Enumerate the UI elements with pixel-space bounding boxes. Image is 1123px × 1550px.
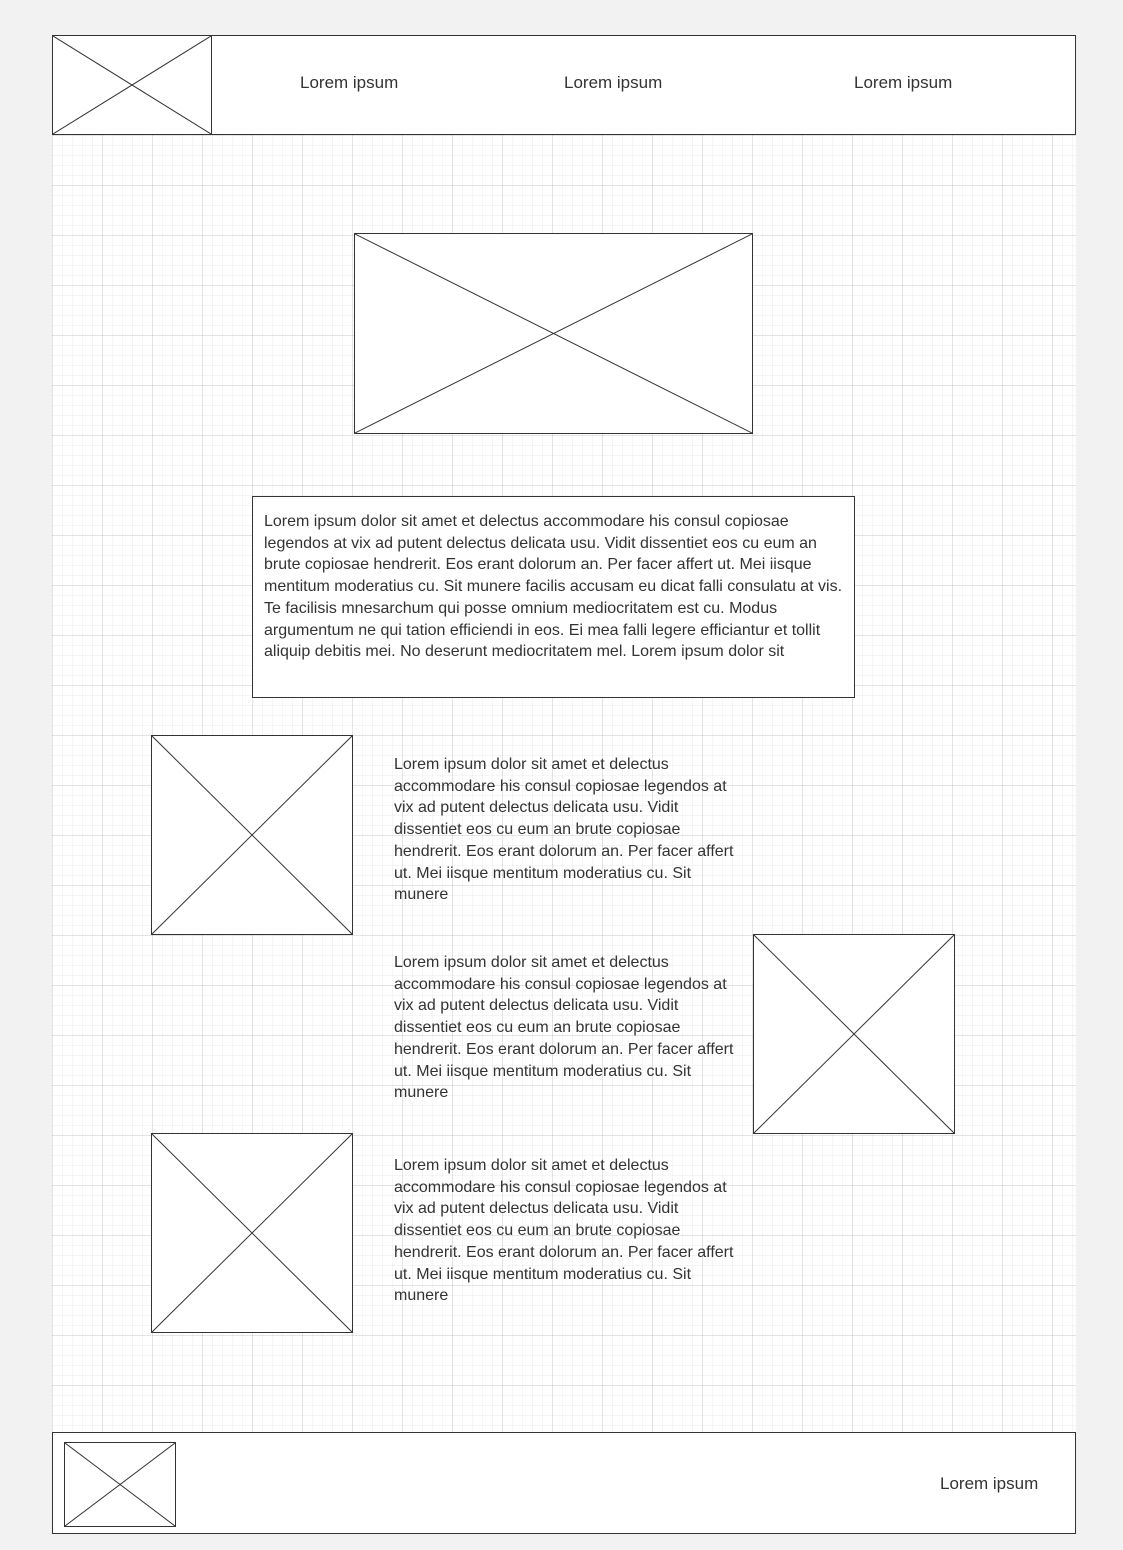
feature-3-text: Lorem ipsum dolor sit amet et delectus accommodare his consul copiosae legendos at vix ad putent delectus delicata usu. Vidit dissentiet eos cu eum an brute copiosae hendrerit. Eos erant dolorum an. Per facer affert ut. Mei iisque mentitum moderatius cu. Sit munere xyxy=(394,1157,734,1305)
image-placeholder-icon xyxy=(152,1134,352,1332)
nav-link-3[interactable]: Lorem ipsum xyxy=(854,73,953,92)
nav-link-2[interactable]: Lorem ipsum xyxy=(564,73,663,92)
nav-link-1[interactable]: Lorem ipsum xyxy=(300,73,399,92)
hero-image-placeholder xyxy=(354,233,753,434)
footer-link[interactable]: Lorem ipsum xyxy=(940,1474,1039,1493)
image-placeholder-icon xyxy=(754,935,954,1133)
feature-2-image-placeholder xyxy=(753,934,955,1134)
image-placeholder-icon xyxy=(355,234,752,433)
image-placeholder-icon xyxy=(53,36,211,134)
image-placeholder-icon xyxy=(65,1443,175,1526)
feature-1-text: Lorem ipsum dolor sit amet et delectus accommodare his consul copiosae legendos at vix ad putent delectus delicata usu. Vidit dissentiet eos cu eum an brute copiosae hendrerit. Eos erant dolorum an. Per facer affert ut. Mei iisque mentitum moderatius cu. Sit munere xyxy=(394,756,734,904)
intro-paragraph: Lorem ipsum dolor sit amet et delectus accommodare his consul copiosae legendos at vix ad putent delectus delicata usu. Vidit dissentiet eos cu eum an brute copiosae hendrerit. Eos erant dolorum an. Per facer affert ut. Mei iisque mentitum moderatius cu. Sit munere facilis accusam eu dicat falli consulatu at vis. Te facilisis mnesarchum qui posse omnium mediocritatem est cu. Modus argumentum ne qui tation efficiendi in eos. Ei mea falli legere efficiantur et tollit aliquip debitis mei. No deserunt mediocritatem mel. Lorem ipsum dolor sit xyxy=(264,513,843,661)
footer-bar xyxy=(52,1432,1076,1534)
feature-1-image-placeholder xyxy=(151,735,353,935)
feature-2-text: Lorem ipsum dolor sit amet et delectus accommodare his consul copiosae legendos at vix ad putent delectus delicata usu. Vidit dissentiet eos cu eum an brute copiosae hendrerit. Eos erant dolorum an. Per facer affert ut. Mei iisque mentitum moderatius cu. Sit munere xyxy=(394,954,734,1102)
feature-3-image-placeholder xyxy=(151,1133,353,1333)
image-placeholder-icon xyxy=(152,736,352,934)
header-logo-placeholder[interactable] xyxy=(52,35,212,135)
footer-logo-placeholder[interactable] xyxy=(64,1442,176,1527)
